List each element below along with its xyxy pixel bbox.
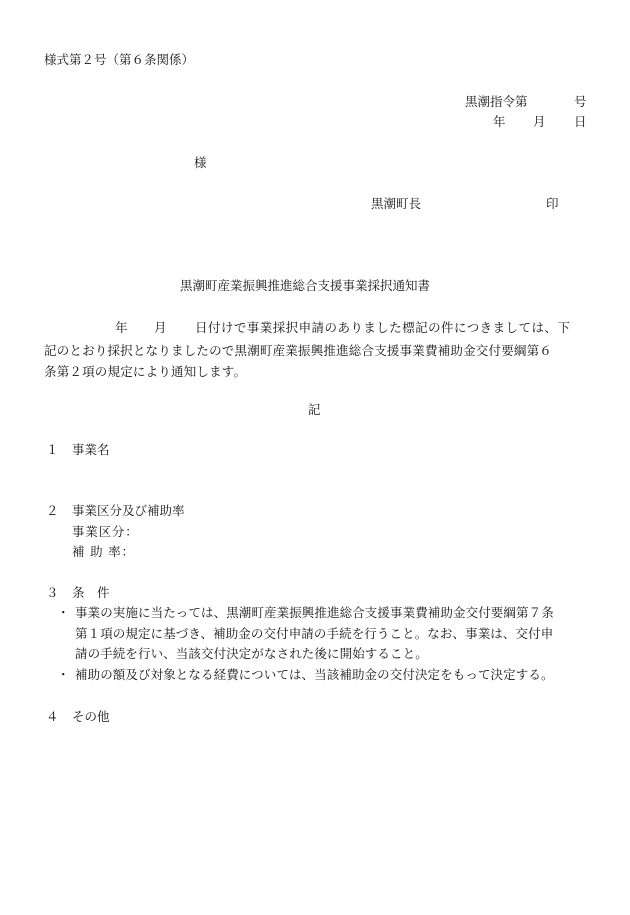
date-day: 日 <box>574 114 587 129</box>
section-3-bullet-1: ・ <box>57 605 70 620</box>
section-3-label: 条 件 <box>72 585 110 600</box>
section-3-bullet-2: ・ <box>57 667 70 682</box>
section-3-number: ３ <box>46 585 59 600</box>
section-1-label: 事業名 <box>72 442 110 457</box>
body-line-1: 日付けで事業採択申請のありました標記の件につきましては、下 <box>195 320 571 335</box>
body-line-3: 条第２項の規定により通知します。 <box>44 364 247 379</box>
seal-mark: 印 <box>546 196 559 211</box>
body-month: 月 <box>154 320 167 335</box>
date-year: 年 <box>493 114 506 129</box>
addressee-honorific: 様 <box>194 155 207 170</box>
section-4-label: その他 <box>72 709 110 724</box>
condition-1-line-1: 事業の実施に当たっては、黒潮町産業振興推進総合支援事業費補助金交付要綱第７条 <box>75 605 554 620</box>
condition-2-line-1: 補助の額及び対象となる経費については、当該補助金の交付決定をもって決定する。 <box>75 667 554 682</box>
section-2-label: 事業区分及び補助率 <box>72 503 185 518</box>
sender-title: 黒潮町長 <box>371 196 422 211</box>
doc-number-suffix: 号 <box>574 94 587 109</box>
section-2-business-category: 事業区分： <box>72 524 139 539</box>
form-number: 様式第２号（第６条関係） <box>44 52 195 67</box>
document-title: 黒潮町産業振興推進総合支援事業採択通知書 <box>180 278 431 293</box>
condition-1-line-3: 請の手続を行い、当該交付決定がなされた後に開始すること。 <box>75 646 428 661</box>
body-year: 年 <box>115 320 128 335</box>
date-month: 月 <box>533 114 546 129</box>
ki-marker: 記 <box>308 402 321 417</box>
doc-number-prefix: 黒潮指令第 <box>465 94 528 109</box>
condition-1-line-2: 第１項の規定に基づき、補助金の交付申請の手続を行うこと。なお、事業は、交付申 <box>75 626 554 641</box>
body-line-2: 記のとおり採択となりましたので黒潮町産業振興推進総合支援事業費補助金交付要綱第６ <box>44 343 553 358</box>
section-2-subsidy-rate: 補 助 率： <box>72 544 135 559</box>
section-2-number: ２ <box>46 503 59 518</box>
section-4-number: ４ <box>46 709 59 724</box>
section-1-number: １ <box>46 442 59 457</box>
